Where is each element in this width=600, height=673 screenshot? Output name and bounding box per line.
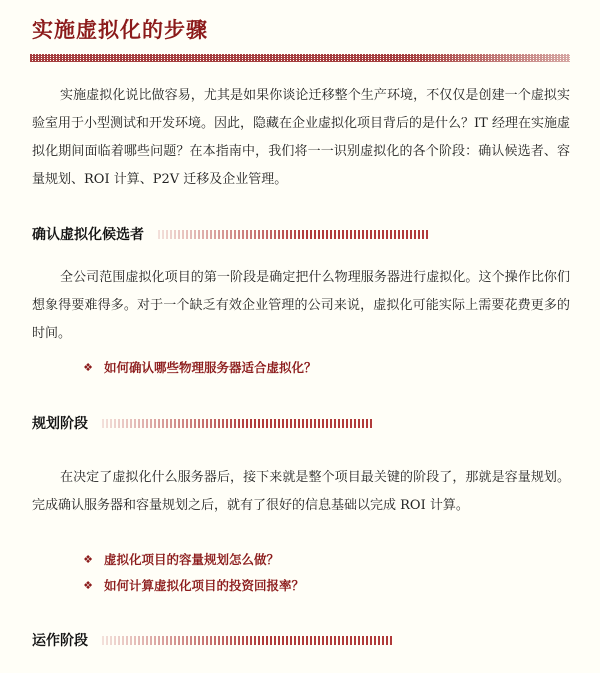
section-heading-planning [32, 413, 372, 433]
section-divider [158, 230, 428, 239]
link-list [82, 546, 304, 598]
section-title: 规划阶段 [32, 416, 88, 432]
section-paragraph: 全公司范围虚拟化项目的第一阶段是确定把什么物理服务器进行虚拟化。这个操作比你们想象得要难得多。对于一个缺乏有效企业管理的公司来说，虚拟化可能实际上需要花费更多的时间。 [32, 270, 570, 341]
section-paragraph: 在决定了虚拟化什么服务器后，接下来就是整个项目最关键的阶段了，那就是容量规划。完成确认服务器和容量规划之后，就有了很好的信息基础以完成 ROI 计算。 [32, 470, 570, 513]
section-title: 运作阶段 [32, 633, 88, 649]
section-divider [102, 636, 392, 645]
diamond-bullet-icon: ❖ [83, 552, 93, 566]
title-divider [30, 54, 570, 62]
section-heading-candidates [32, 224, 428, 244]
diamond-bullet-icon: ❖ [83, 578, 93, 592]
link-text[interactable]: 虚拟化项目的容量规划怎么做？ [104, 552, 280, 567]
page-title: 实施虚拟化的步骤 [32, 18, 208, 42]
intro-paragraph: 实施虚拟化说比做容易，尤其是如果你谈论迁移整个生产环境，不仅仅是创建一个虚拟实验室用于小型测试和开发环境。因此，隐藏在企业虚拟化项目背后的是什么？IT 经理在实施虚拟化期间面临着哪些问题？在本指南中，我们将一一识别虚拟化的各个阶段：确认候选者、容量规划、ROI 计算、P2V 迁移及企业管理。 [32, 88, 570, 187]
link-text[interactable]: 如何确认哪些物理服务器适合虚拟化？ [104, 360, 317, 375]
section-divider [102, 419, 372, 428]
section-heading-operation [32, 630, 392, 650]
diamond-bullet-icon: ❖ [83, 360, 93, 374]
link-text[interactable]: 如何计算虚拟化项目的投资回报率？ [104, 578, 305, 593]
link-capacity-planning[interactable] [82, 546, 304, 572]
section-title: 确认虚拟化候选者 [32, 227, 144, 243]
link-roi-calculation[interactable] [82, 572, 304, 598]
link-identify-servers[interactable] [82, 354, 317, 380]
link-list [82, 354, 317, 380]
